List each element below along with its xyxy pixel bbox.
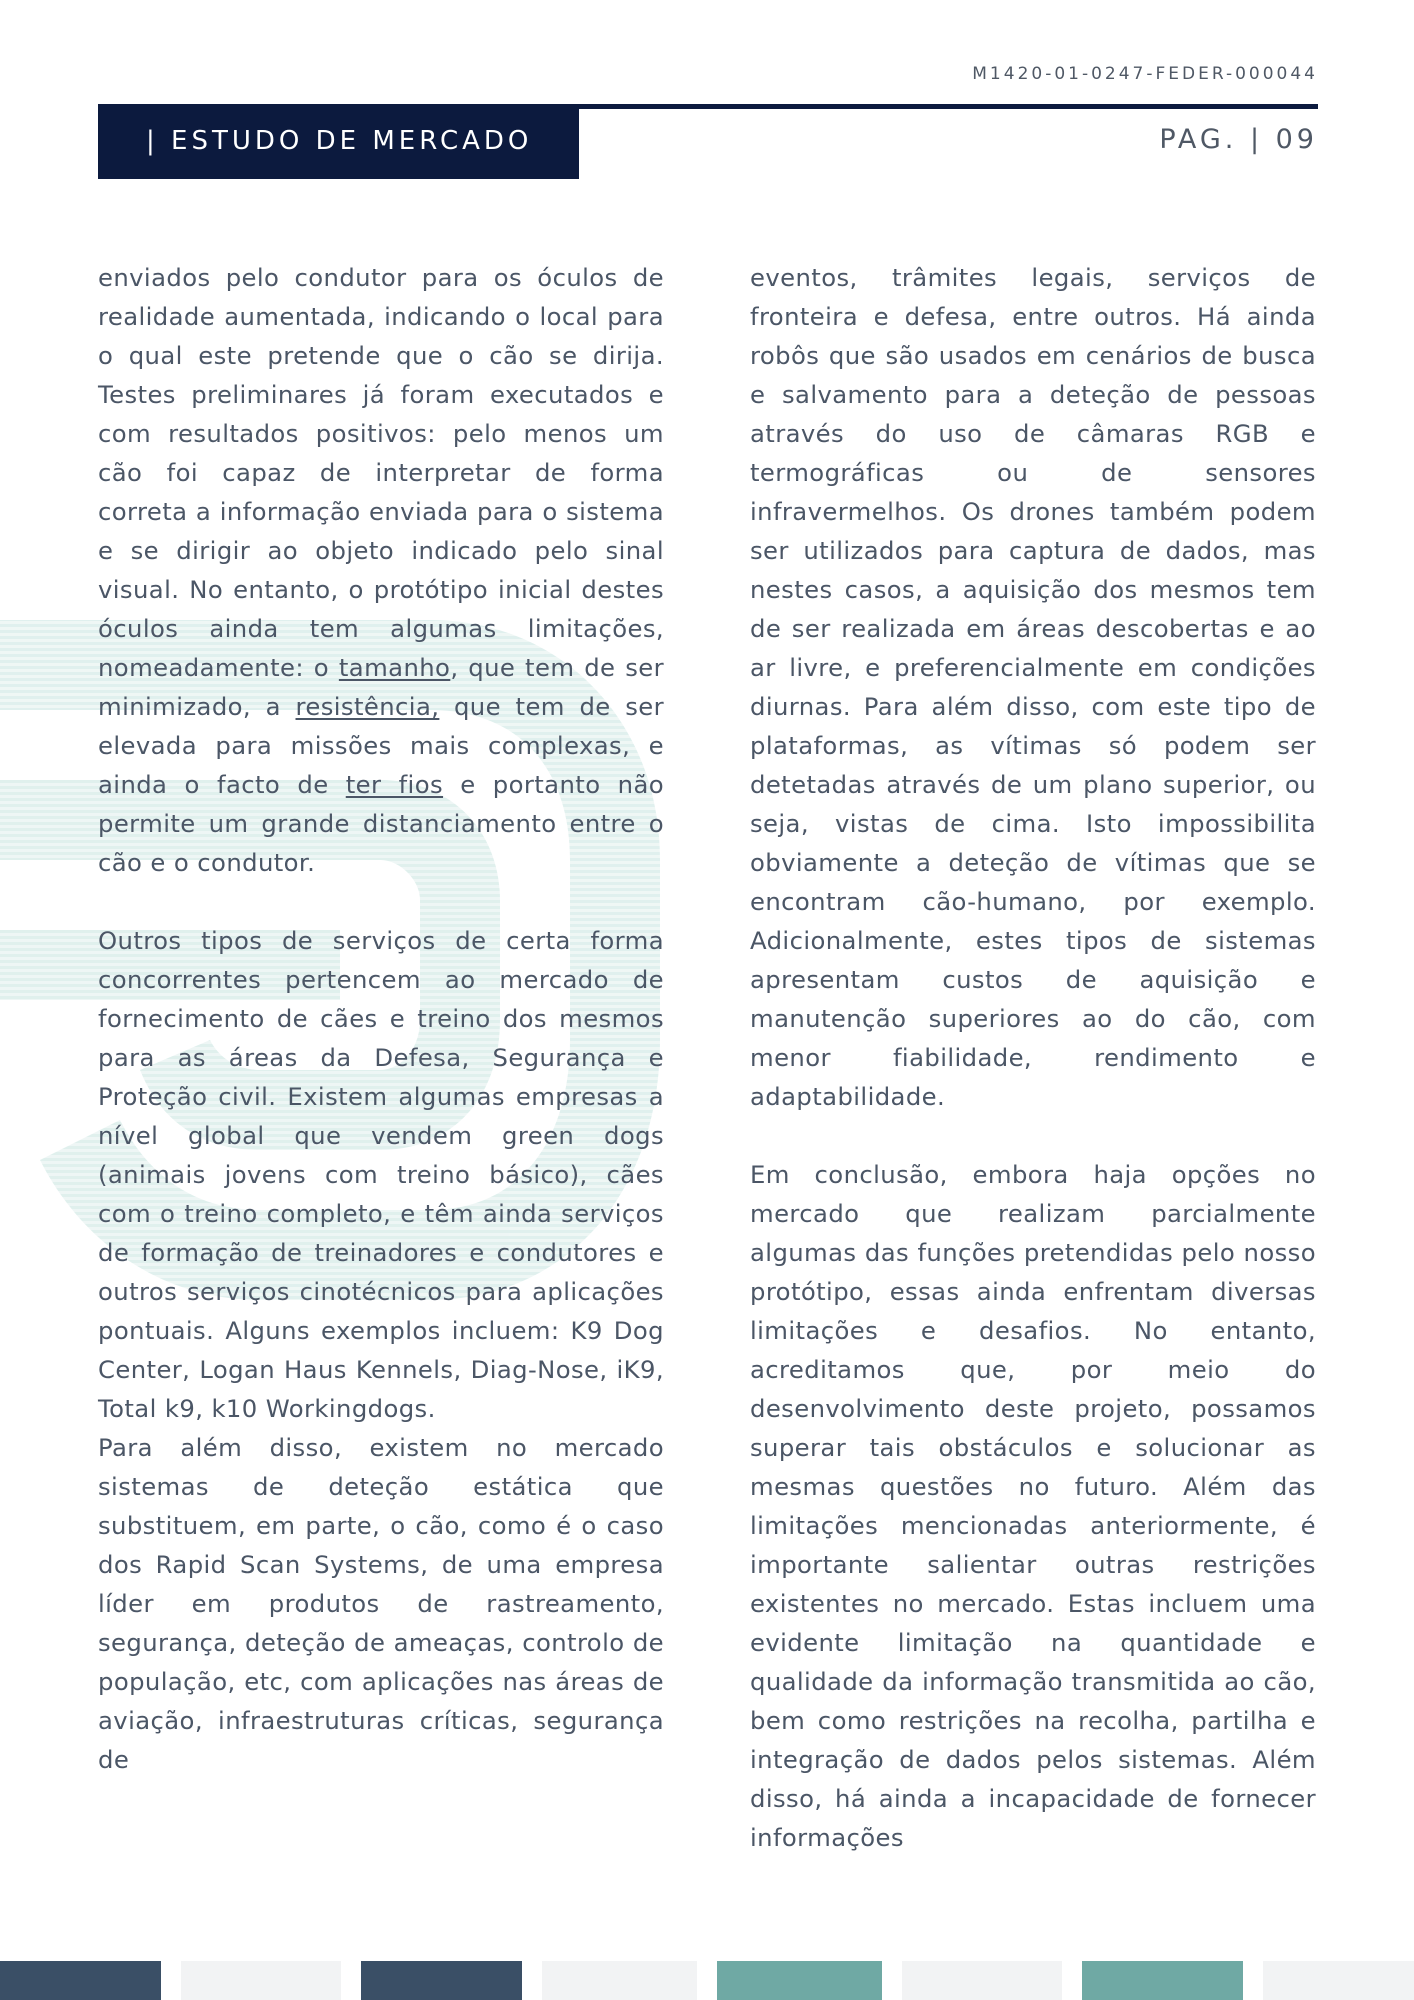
footer-bar-segment [0,1961,161,2000]
underlined-term-ter-fios: ter fios [345,770,444,799]
footer-bar-segment [181,1961,341,2000]
footer-bar-segment [902,1961,1062,2000]
underlined-term-tamanho: tamanho [338,653,451,682]
left-paragraph-2: Outros tipos de serviços de certa forma concorrentes pertencem ao mercado de fornecimento de cães e treino dos mesmos para as áreas da Defesa, Segurança e Proteção civil. Existem algumas empresas a nível global que vendem green dogs (animais jovens com treino básico), cães com o treino completo, e têm ainda serviços de formação de treinadores e condutores e outros serviços cinotécnicos para aplicações pontuais. Alguns exemplos incluem: K9 Dog Center, Logan Haus Kennels, Diag-Nose, iK9, Total k9, k10 Workingdogs. [98,926,664,1423]
footer-bar-segment [542,1961,697,2000]
footer-bar-segment [1263,1961,1414,2000]
right-paragraph-2: Em conclusão, embora haja opções no mercado que realizam parcialmente algumas das funções pretendidas pelo nosso protótipo, essas ainda enfrentam diversas limitações e desafios. No entanto, acreditamos que, por meio do desenvolvimento deste projeto, possamos superar tais obstáculos e solucionar as mesmas questões no futuro. Além das limitações mencionadas anteriormente, é importante salientar outras restrições existentes no mercado. Estas incluem uma evidente limitação na quantidade e qualidade da informação transmitida ao cão, bem como restrições na recolha, partilha e integração de dados pelos sistemas. Além disso, há ainda a incapacidade de fornecer informações [750,1160,1316,1852]
left-column [98,258,664,1779]
section-title: | ESTUDO DE MERCADO [98,104,579,179]
right-column [750,258,1316,1857]
right-paragraph-1: eventos, trâmites legais, serviços de fronteira e defesa, entre outros. Há ainda robôs que são usados em cenários de busca e salvamento para a deteção de pessoas através do uso de câmaras RGB e termográficas ou de sensores infravermelhos. Os drones também podem ser utilizados para captura de dados, mas nestes casos, a aquisição dos mesmos tem de ser realizada em áreas descobertas e ao ar livre, e preferencialmente em condições diurnas. Para além disso, com este tipo de plataformas, as vítimas só podem ser detetadas através de um plano superior, ou seja, vistas de cima. Isto impossibilita obviamente a deteção de vítimas que se encontram cão-humano, por exemplo. Adicionalmente, estes tipos de sistemas apresentam custos de aquisição e manutenção superiores ao do cão, com menor fiabilidade, rendimento e adaptabilidade. [750,263,1316,1111]
left-paragraph-1: enviados pelo condutor para os óculos de realidade aumentada, indicando o local para o qual este pretende que o cão se dirija. Testes preliminares já foram executados e com resultados positivos: pelo menos um cão foi capaz de interpretar de forma correta a informação enviada para o sistema e se dirigir ao objeto indicado pelo sinal visual. No entanto, o protótipo inicial destes óculos ainda tem algumas limitações, nomeadamente: o tamanho, que tem de ser minimizado, a resistência, que tem de ser elevada para missões mais complexas, e ainda o facto de ter fios e portanto não permite um grande distanciamento entre o cão e o condutor. [98,263,665,877]
page-number: PAG. | 09 [1159,124,1318,155]
document-code: M1420-01-0247-FEDER-000044 [972,64,1318,84]
left-paragraph-3: Para além disso, existem no mercado sistemas de deteção estática que substituem, em parte, o cão, como é o caso dos Rapid Scan Systems, de uma empresa líder em produtos de rastreamento, segurança, deteção de ameaças, controlo de população, etc, com aplicações nas áreas de aviação, infraestruturas críticas, segurança de [98,1433,664,1774]
underlined-term-resistencia: resistência, [295,692,440,721]
footer-bar-segment [361,1961,522,2000]
footer-bar-segment [1082,1961,1243,2000]
footer-bar-segment [717,1961,882,2000]
